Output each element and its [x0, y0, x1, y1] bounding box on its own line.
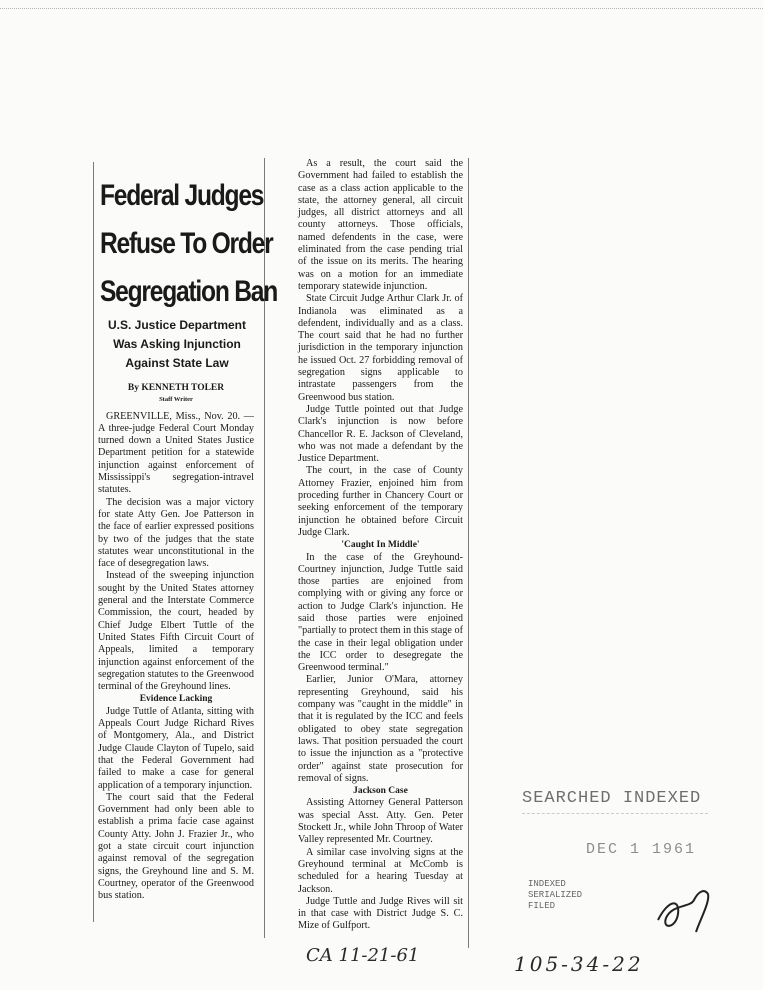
paragraph: Assisting Attorney General Patterson was special Asst. Atty. Gen. Peter Stockett Jr., while John Throop of Water Valley represented Mr. Courtney.: [298, 797, 463, 846]
handwritten-date: CA 11-21-61: [306, 945, 420, 966]
paragraph: State Circuit Judge Arthur Clark Jr. of Indianola was eliminated as a defendent, individually and as a class. The court said that he had no further jurisdiction in the temporary injunction he issued Oct. 27 forbidding removal of segregation signs applicable to intrastate passengers from the Greenwood bus station.: [298, 293, 463, 403]
deck-line-3: Against State Law: [125, 356, 229, 370]
byline: By KENNETH TOLER: [127, 383, 225, 393]
subhead-evidence-lacking: Evidence Lacking: [139, 694, 213, 705]
paragraph: The court, in the case of County Attorney Frazier, enjoined him from proceding further in Chancery Court or seeking enforcement of the temporary injunction he obtained before Circuit Judge Clark.: [298, 465, 463, 538]
paragraph: A similar case involving signs at the Greyhound terminal at McComb is scheduled for a hearing Tuesday at Jackson.: [298, 846, 463, 895]
stamp-indexed: INDEXED: [528, 879, 566, 889]
subhead-caught-in-middle: 'Caught In Middle': [341, 540, 420, 551]
headline-line-2: Refuse To Order: [100, 227, 273, 260]
deck-line-2: Was Asking Injunction: [113, 337, 241, 351]
headline-line-3: Segregation Ban: [100, 275, 278, 308]
paragraph: In the case of the Greyhound-Courtney injunction, Judge Tuttle said those parties are enjoined from complying with or giving any force or action to Judge Clark's injunction. He said those parties were enjoined "partially to protect them in this stage of the case in their legal obligation under the ICC order to desegregate the Greenwood terminal.": [298, 551, 463, 674]
column-rule-right: [468, 158, 469, 948]
paragraph: Judge Tuttle pointed out that Judge Clark's injunction is now before Chancellor R. E. Jackson of Cleveland, who was not made a defendant by the Justice Department.: [298, 403, 463, 465]
stamp-date: DEC 1 1961: [586, 841, 697, 858]
paragraph: Judge Tuttle and Judge Rives will sit in that case with District Judge S. C. Mize of Gulfport.: [298, 895, 463, 932]
handwritten-file-number: 105-34-22: [514, 952, 644, 976]
deck-block: [98, 316, 256, 373]
paragraph: GREENVILLE, Miss., Nov. 20. — A three-judge Federal Court Monday turned down a United States Justice Department petition for a statewide injunction against enforcement of Mississippi's segregation-intravel statutes.: [98, 410, 254, 496]
article-column-2: [298, 158, 463, 933]
paragraph: As a result, the court said the Government had failed to establish the case as a class action applicable to the state, the attorney general, all circuit judges, all district attorneys and all county attorneys. Those officials, named defendents in the case, were eliminated from the case pending trial of the issue on its merits. The hearing was on a motion for an immediate temporary statewide injunction.: [298, 158, 463, 292]
deck-line-1: U.S. Justice Department: [107, 318, 247, 332]
paragraph: The court said that the Federal Government had only been able to establish a prima facie case against County Atty. John J. Frazier Jr., who got a state circuit court injunction against removal of the segregation signs, the Greyhound line and S. M. Courtney, operator of the Greenwood bus station.: [98, 791, 254, 902]
stamp-searched-indexed: SEARCHED INDEXED: [522, 789, 702, 808]
headline-line-1: Federal Judges: [100, 179, 264, 212]
page-top-border: [0, 8, 763, 9]
article-column-1: [98, 380, 254, 902]
subhead-jackson-case: Jackson Case: [353, 786, 408, 797]
paragraph: Judge Tuttle of Atlanta, sitting with Appeals Court Judge Richard Rives of Montgomery, Ala., and District Judge Claude Clayton of Tupelo, said that the Federal Government had failed to make a case for general application of a temporary injunction.: [98, 705, 254, 791]
paragraph: The decision was a major victory for state Atty Gen. Joe Patterson in the face of earlier expressed positions by two of the judges that the state statutes wear unconstitutional in the face of desegregation laws.: [98, 496, 254, 570]
handwritten-initials: [650, 880, 720, 940]
paragraph: Earlier, Junior O'Mara, attorney representing Greyhound, said his company was "caught in the middle" in that it is regulated by the ICC and feels obligated to obey state segregation laws. That position persuaded the court to issue the injunction as a "protective order" against state prosecution for removal of signs.: [298, 674, 463, 784]
column-rule-left: [93, 162, 94, 922]
staff-writer-label: Staff Writer: [159, 396, 193, 404]
stamp-filed: FILED: [528, 901, 556, 911]
paragraph: Instead of the sweeping injunction sought by the United States attorney general and the Interstate Commerce Commission, the court, headed by Chief Judge Elbert Tuttle of the United States Fifth Circuit Court of Appeals, limited a temporary injunction against enforcement of the segregation statutes to the Greenwood terminal of the Greyhound lines.: [98, 570, 254, 693]
stamp-serialized: SERIALIZED: [528, 890, 583, 900]
stamp-index-labels: [528, 879, 582, 912]
headline-block: [100, 172, 278, 316]
